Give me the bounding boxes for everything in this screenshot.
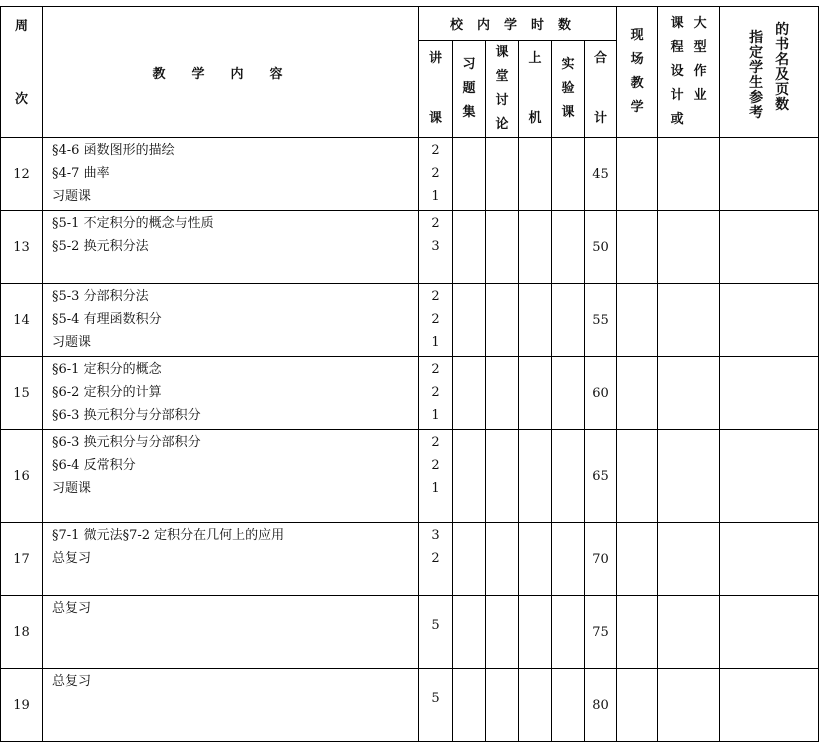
lecture-hours: 5 bbox=[431, 691, 440, 706]
lecture-hours: 2 bbox=[431, 312, 440, 327]
onsite-cell bbox=[617, 523, 658, 596]
header-char: 讨 bbox=[495, 93, 509, 108]
week-header-char: 次 bbox=[14, 92, 28, 107]
course-design-cell bbox=[658, 138, 720, 211]
course-design-cell bbox=[658, 523, 720, 596]
lecture-hours: 1 bbox=[431, 408, 440, 423]
lab-hours-cell bbox=[552, 669, 585, 742]
onsite-teaching-header bbox=[617, 7, 658, 138]
teaching-content-cell bbox=[43, 596, 419, 669]
header-char: 课 bbox=[428, 111, 442, 126]
week-number: 14 bbox=[1, 284, 43, 357]
content-item: 总复习 bbox=[52, 601, 92, 616]
header-char: 计 bbox=[594, 111, 608, 126]
exercise-hours-cell bbox=[453, 284, 486, 357]
course-design-col-b bbox=[694, 12, 707, 132]
teaching-content-cell bbox=[43, 211, 419, 284]
lecture-hours: 1 bbox=[431, 481, 440, 496]
lab-hours-cell bbox=[552, 357, 585, 430]
header-char: 学 bbox=[749, 60, 764, 76]
table-row bbox=[1, 138, 819, 211]
reference-books-cell bbox=[720, 596, 819, 669]
computer-hours-cell bbox=[519, 523, 552, 596]
header-char: 学 bbox=[630, 100, 644, 115]
exercise-hours-cell bbox=[453, 211, 486, 284]
lecture-hours: 5 bbox=[431, 618, 440, 633]
total-hours: 45 bbox=[585, 138, 617, 211]
total-hours: 60 bbox=[585, 357, 617, 430]
header-row-1 bbox=[1, 7, 819, 41]
header-char: 堂 bbox=[495, 69, 509, 84]
lecture-hours: 2 bbox=[431, 435, 440, 450]
lecture-hours-cell bbox=[419, 523, 453, 596]
onsite-cell bbox=[617, 211, 658, 284]
header-char: 业 bbox=[693, 88, 707, 103]
course-design-cell bbox=[658, 596, 720, 669]
onsite-cell bbox=[617, 357, 658, 430]
week-number: 17 bbox=[1, 523, 43, 596]
lecture-hours-cell bbox=[419, 138, 453, 211]
content-item: 习题课 bbox=[52, 335, 92, 350]
lecture-hours: 2 bbox=[431, 551, 440, 566]
header-char: 合 bbox=[594, 51, 608, 66]
header-char: 指 bbox=[749, 30, 764, 46]
header-char: 书 bbox=[775, 37, 790, 53]
header-char: 上 bbox=[528, 51, 542, 66]
teaching-content-cell bbox=[43, 669, 419, 742]
header-char: 考 bbox=[749, 105, 764, 121]
course-design-cell bbox=[658, 669, 720, 742]
reference-books-cell bbox=[720, 523, 819, 596]
content-item: §6-1 定积分的概念 bbox=[52, 362, 162, 377]
total-hours: 70 bbox=[585, 523, 617, 596]
reference-books-cell bbox=[720, 430, 819, 523]
lecture-hours: 2 bbox=[431, 289, 440, 304]
header-char: 集 bbox=[462, 105, 476, 120]
content-header: 教学内容 bbox=[43, 7, 419, 138]
teaching-content-cell bbox=[43, 284, 419, 357]
content-item: §6-4 反常积分 bbox=[52, 458, 136, 473]
header-char: 数 bbox=[775, 97, 790, 113]
content-item: §6-3 换元积分与分部积分 bbox=[52, 435, 201, 450]
exercise-header bbox=[453, 41, 486, 138]
total-header bbox=[585, 41, 617, 138]
lab-header bbox=[552, 41, 585, 138]
content-item: §4-6 函数图形的描绘 bbox=[52, 143, 175, 158]
header-char: 验 bbox=[561, 81, 575, 96]
header-char: 的 bbox=[775, 22, 790, 38]
discussion-hours-cell bbox=[486, 284, 519, 357]
week-header bbox=[1, 7, 43, 138]
lab-hours-cell bbox=[552, 211, 585, 284]
header-char: 作 bbox=[693, 64, 707, 79]
header-char: 程 bbox=[670, 40, 684, 55]
lecture-hours-cell bbox=[419, 357, 453, 430]
computer-hours-cell bbox=[519, 284, 552, 357]
header-char: 讲 bbox=[428, 51, 442, 66]
onsite-cell bbox=[617, 284, 658, 357]
header-char: 课 bbox=[561, 105, 575, 120]
reference-books-cell bbox=[720, 357, 819, 430]
computer-hours-cell bbox=[519, 211, 552, 284]
lecture-hours: 1 bbox=[431, 189, 440, 204]
onsite-cell bbox=[617, 138, 658, 211]
onsite-cell bbox=[617, 596, 658, 669]
header-char: 习 bbox=[462, 57, 476, 72]
teaching-content-cell bbox=[43, 523, 419, 596]
header-char: 定 bbox=[749, 45, 764, 61]
reference-col-a bbox=[749, 23, 763, 121]
content-item: §6-3 换元积分与分部积分 bbox=[52, 408, 201, 423]
reference-books-cell bbox=[720, 211, 819, 284]
lecture-hours-cell bbox=[419, 211, 453, 284]
header-char: 场 bbox=[630, 52, 644, 67]
reference-books-header bbox=[720, 7, 819, 138]
header-char: 参 bbox=[749, 90, 764, 106]
lab-hours-cell bbox=[552, 523, 585, 596]
course-design-cell bbox=[658, 284, 720, 357]
header-char: 论 bbox=[495, 117, 509, 132]
onsite-cell bbox=[617, 669, 658, 742]
lecture-hours: 1 bbox=[431, 335, 440, 350]
reference-books-cell bbox=[720, 138, 819, 211]
reference-books-cell bbox=[720, 669, 819, 742]
lab-hours-cell bbox=[552, 138, 585, 211]
week-header-char: 周 bbox=[14, 19, 28, 34]
exercise-hours-cell bbox=[453, 669, 486, 742]
table-row bbox=[1, 284, 819, 357]
table-row bbox=[1, 596, 819, 669]
teaching-content-cell bbox=[43, 138, 419, 211]
lecture-header bbox=[419, 41, 453, 138]
header-char: 页 bbox=[775, 82, 790, 98]
reference-books-cell bbox=[720, 284, 819, 357]
week-number: 13 bbox=[1, 211, 43, 284]
reference-col-b bbox=[775, 23, 789, 121]
course-design-header bbox=[658, 7, 720, 138]
content-item: 习题课 bbox=[52, 481, 92, 496]
discussion-hours-cell bbox=[486, 669, 519, 742]
header-char: 生 bbox=[749, 75, 764, 91]
lecture-hours: 2 bbox=[431, 216, 440, 231]
header-char: 机 bbox=[528, 111, 542, 126]
content-item: §5-3 分部积分法 bbox=[52, 289, 149, 304]
course-design-cell bbox=[658, 430, 720, 523]
header-char: 现 bbox=[630, 28, 644, 43]
week-number: 19 bbox=[1, 669, 43, 742]
course-design-cell bbox=[658, 357, 720, 430]
computer-hours-cell bbox=[519, 596, 552, 669]
exercise-hours-cell bbox=[453, 138, 486, 211]
header-char: 型 bbox=[693, 40, 707, 55]
lecture-hours-cell bbox=[419, 669, 453, 742]
lecture-hours: 2 bbox=[431, 362, 440, 377]
lecture-hours: 2 bbox=[431, 143, 440, 158]
header-char: 或 bbox=[670, 112, 684, 127]
onsite-cell bbox=[617, 430, 658, 523]
total-hours: 80 bbox=[585, 669, 617, 742]
lecture-hours: 2 bbox=[431, 166, 440, 181]
lecture-hours: 3 bbox=[431, 239, 440, 254]
computer-hours-cell bbox=[519, 138, 552, 211]
lecture-hours-cell bbox=[419, 430, 453, 523]
content-item: §5-2 换元积分法 bbox=[52, 239, 149, 254]
week-number: 18 bbox=[1, 596, 43, 669]
exercise-hours-cell bbox=[453, 357, 486, 430]
header-char: 课 bbox=[670, 16, 684, 31]
header-char: 名 bbox=[775, 52, 790, 68]
computer-header bbox=[519, 41, 552, 138]
table-row bbox=[1, 523, 819, 596]
lecture-hours: 3 bbox=[431, 528, 440, 543]
header-char: 及 bbox=[775, 67, 790, 83]
total-hours: 65 bbox=[585, 430, 617, 523]
lab-hours-cell bbox=[552, 430, 585, 523]
content-item: 总复习 bbox=[52, 551, 92, 566]
computer-hours-cell bbox=[519, 669, 552, 742]
content-item: 习题课 bbox=[52, 189, 92, 204]
header-char: 计 bbox=[670, 88, 684, 103]
header-char: 大 bbox=[693, 16, 707, 31]
content-item: §5-1 不定积分的概念与性质 bbox=[52, 216, 214, 231]
week-number: 12 bbox=[1, 138, 43, 211]
week-number: 15 bbox=[1, 357, 43, 430]
teaching-content-cell bbox=[43, 430, 419, 523]
content-item: 总复习 bbox=[52, 674, 92, 689]
header-char: 设 bbox=[670, 64, 684, 79]
lecture-hours: 2 bbox=[431, 385, 440, 400]
discussion-hours-cell bbox=[486, 138, 519, 211]
lab-hours-cell bbox=[552, 596, 585, 669]
total-hours: 75 bbox=[585, 596, 617, 669]
content-item: §5-4 有理函数积分 bbox=[52, 312, 162, 327]
teaching-content-cell bbox=[43, 357, 419, 430]
computer-hours-cell bbox=[519, 430, 552, 523]
discussion-hours-cell bbox=[486, 211, 519, 284]
discussion-hours-cell bbox=[486, 430, 519, 523]
lab-hours-cell bbox=[552, 284, 585, 357]
lecture-hours-cell bbox=[419, 596, 453, 669]
exercise-hours-cell bbox=[453, 430, 486, 523]
computer-hours-cell bbox=[519, 357, 552, 430]
total-hours: 55 bbox=[585, 284, 617, 357]
exercise-hours-cell bbox=[453, 596, 486, 669]
total-hours: 50 bbox=[585, 211, 617, 284]
table-row bbox=[1, 669, 819, 742]
header-char: 题 bbox=[462, 81, 476, 96]
discussion-hours-cell bbox=[486, 523, 519, 596]
course-design-col-a bbox=[671, 12, 684, 132]
table-row bbox=[1, 357, 819, 430]
content-item: §6-2 定积分的计算 bbox=[52, 385, 162, 400]
discussion-header bbox=[486, 41, 519, 138]
on-campus-hours-header: 校内学时数 bbox=[419, 7, 617, 41]
content-item: §7-1 微元法§7-2 定积分在几何上的应用 bbox=[52, 528, 285, 543]
header-char: 教 bbox=[630, 76, 644, 91]
exercise-hours-cell bbox=[453, 523, 486, 596]
lecture-hours-cell bbox=[419, 284, 453, 357]
lecture-hours: 2 bbox=[431, 458, 440, 473]
discussion-hours-cell bbox=[486, 596, 519, 669]
table-row bbox=[1, 430, 819, 523]
week-number: 16 bbox=[1, 430, 43, 523]
header-char: 实 bbox=[561, 57, 575, 72]
discussion-hours-cell bbox=[486, 357, 519, 430]
content-item: §4-7 曲率 bbox=[52, 166, 110, 181]
header-char: 课 bbox=[495, 45, 509, 60]
table-row bbox=[1, 211, 819, 284]
teaching-schedule-table bbox=[0, 6, 819, 742]
course-design-cell bbox=[658, 211, 720, 284]
